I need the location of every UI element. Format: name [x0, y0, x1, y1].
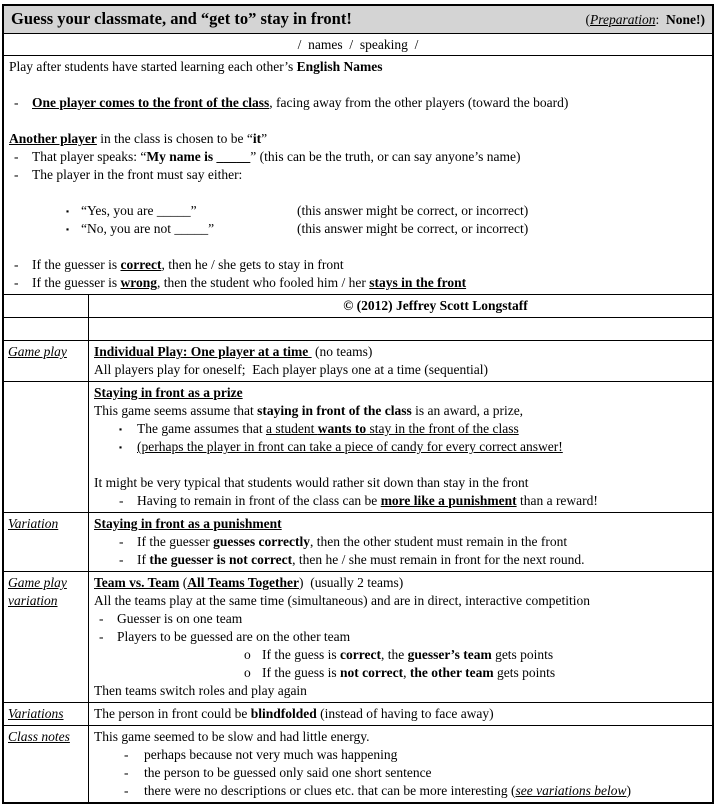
text-run: , facing away from the other players (toward the board)	[269, 95, 569, 110]
text-run: My name is _____	[146, 149, 251, 164]
row-label	[4, 703, 89, 725]
dash-bullet-icon: -	[14, 275, 19, 290]
text-line	[94, 402, 707, 420]
text-run: perhaps because not very much was happening	[144, 747, 398, 762]
prize-note-row	[4, 381, 712, 512]
text-line	[94, 705, 707, 723]
text-run: “Yes, you are _____”	[81, 203, 197, 218]
text-run: This game seems assume that	[94, 403, 258, 418]
text-run: wrong	[120, 275, 157, 290]
text-run: Staying in front as a prize	[94, 385, 243, 400]
text-run: It might be very typical that students would rather sit down than stay in the front	[94, 475, 529, 490]
text-run: more like a punishment	[380, 493, 517, 508]
text-run: The game assumes that	[137, 421, 266, 436]
row-content	[4, 56, 712, 294]
dash-bullet-icon: -	[119, 534, 124, 549]
text-run: ” (this can be the truth, or can say anyone’s name)	[250, 149, 521, 164]
class-notes-row	[4, 725, 712, 802]
row-label	[4, 513, 89, 571]
row-content	[89, 703, 712, 725]
circle-bullet-icon: o	[244, 647, 251, 662]
dash-bullet-icon: -	[14, 95, 19, 110]
text-run: , then the student who fooled him / her	[157, 275, 370, 290]
text-line	[94, 682, 707, 700]
page-title: Guess your classmate, and “get to” stay in front!	[11, 9, 352, 28]
text-line	[9, 274, 707, 292]
text-run: , the	[380, 647, 408, 662]
text-run: Another player	[9, 131, 97, 146]
text-run: Staying in front as a punishment	[94, 516, 282, 531]
spacer-row	[4, 317, 712, 340]
text-run: (	[179, 575, 188, 590]
text-line	[94, 297, 707, 315]
text-line	[94, 438, 707, 456]
text-run: Game play variation	[8, 575, 67, 608]
text-run: in the class is chosen to be “	[96, 131, 253, 146]
variations-row	[4, 702, 712, 725]
blank-line	[9, 112, 707, 130]
text-run: there were no descriptions or clues etc. that can be more interesting (	[144, 783, 516, 798]
circle-bullet-icon: o	[244, 665, 251, 680]
text-run: That player speaks: “	[32, 149, 147, 164]
text-line	[9, 94, 707, 112]
text-run: (no teams)	[311, 344, 373, 359]
text-run: Then teams switch roles and play again	[94, 683, 307, 698]
text-run: ”	[261, 131, 268, 146]
text-line	[94, 474, 707, 492]
text-run: All the teams play at the same time (simultaneous) and are in direct, interactive competition	[94, 593, 590, 608]
text-run: Game play	[8, 344, 67, 359]
text-run: Variation	[8, 516, 59, 531]
text-run: If the guesser is	[32, 257, 121, 272]
text-run: the person to be guessed only said one short sentence	[144, 765, 432, 780]
row-content	[89, 295, 712, 317]
tags-line: / names / speaking /	[4, 33, 712, 55]
dash-bullet-icon: -	[119, 493, 124, 508]
text-line	[94, 664, 707, 682]
text-run: )	[626, 783, 631, 798]
text-line	[94, 646, 707, 664]
row-content	[89, 341, 712, 381]
text-run: © (2012) Jeffrey Scott Longstaff	[343, 298, 528, 313]
text-run: The person in front could be	[94, 706, 251, 721]
row-label	[4, 382, 89, 512]
blank-line	[9, 184, 707, 202]
text-line	[9, 220, 707, 238]
text-run: correct	[120, 257, 162, 272]
text-run: stay in the front of the class	[366, 421, 519, 436]
row-label	[4, 341, 89, 381]
text-run: , then he / she gets to stay in front	[161, 257, 344, 272]
text-run: If the guesser is	[32, 275, 121, 290]
text-run: All players play for oneself; Each player plays one at a time (sequential)	[94, 362, 488, 377]
text-run: This game seemed to be slow and had little energy.	[94, 729, 370, 744]
text-line	[94, 592, 707, 610]
square-bullet-icon: ▪	[66, 224, 70, 234]
preparation-note	[585, 12, 705, 28]
row-label	[4, 572, 89, 702]
text-run: not correct	[340, 665, 404, 680]
row-content	[89, 726, 712, 802]
text-run: (instead of having to face away)	[316, 706, 494, 721]
text-line	[94, 746, 707, 764]
text-run: Guesser is on one team	[117, 611, 243, 626]
dash-bullet-icon: -	[14, 149, 19, 164]
text-run: None!)	[666, 12, 705, 27]
text-line	[94, 533, 707, 551]
text-run: English Names	[296, 59, 383, 74]
text-run: , then he / she must remain in front for the next round.	[292, 552, 585, 567]
row-content	[89, 572, 712, 702]
text-line	[94, 515, 707, 533]
text-line	[94, 384, 707, 402]
text-line	[9, 58, 707, 76]
row-label	[4, 726, 89, 802]
text-line	[9, 166, 707, 184]
text-run: (perhaps the player in front can take a piece of candy for every correct answer!	[137, 439, 563, 454]
text-run: blindfolded	[250, 706, 317, 721]
text-run: All Teams Together	[187, 575, 300, 590]
text-run: Team vs. Team	[94, 575, 180, 590]
text-line	[94, 361, 707, 379]
row-content	[89, 513, 712, 571]
text-run: If the guesser	[137, 534, 214, 549]
text-run: ,	[403, 665, 410, 680]
dash-bullet-icon: -	[14, 167, 19, 182]
dash-bullet-icon: -	[14, 257, 19, 272]
text-line	[9, 130, 707, 148]
text-run: staying in front of the class	[257, 403, 412, 418]
square-bullet-icon: ▪	[66, 206, 70, 216]
text-run: it	[252, 131, 262, 146]
dash-bullet-icon: -	[99, 629, 104, 644]
text-run: If the guess is	[262, 647, 340, 662]
row-content	[89, 382, 712, 512]
text-run: Having to remain in front of the class can be	[137, 493, 381, 508]
variation-row	[4, 512, 712, 571]
text-run: wants to	[317, 421, 367, 436]
text-run: :	[655, 12, 666, 27]
text-run: (this answer might be correct, or incorrect)	[297, 221, 529, 236]
rows-container	[4, 55, 712, 802]
text-run: , then the other student must remain in the front	[309, 534, 568, 549]
text-run: Variations	[8, 706, 64, 721]
row-content	[89, 318, 712, 340]
text-line	[94, 628, 707, 646]
text-run: Preparation	[589, 12, 656, 27]
text-line	[9, 148, 707, 166]
text-run: gets points	[493, 665, 556, 680]
text-run: stays in the front	[369, 275, 467, 290]
text-run: (	[585, 12, 590, 27]
dash-bullet-icon: -	[119, 552, 124, 567]
rules-table	[2, 4, 714, 804]
blank-line	[9, 238, 707, 256]
text-line	[94, 764, 707, 782]
game-play-variation-row	[4, 571, 712, 702]
text-line	[94, 551, 707, 569]
text-run: If the guess is	[262, 665, 340, 680]
text-run: a student	[265, 421, 318, 436]
text-run: ) (usually 2 teams)	[299, 575, 404, 590]
dash-bullet-icon: -	[124, 747, 129, 762]
dash-bullet-icon: -	[124, 765, 129, 780]
text-run: Players to be guessed are on the other team	[117, 629, 351, 644]
blank-line	[94, 456, 707, 474]
text-run: see variations below	[515, 783, 627, 798]
text-run: Class notes	[8, 729, 70, 744]
square-bullet-icon: ▪	[119, 442, 123, 452]
text-line	[94, 574, 707, 592]
copyright-row	[4, 294, 712, 317]
text-run: One player comes to the front of the class	[32, 95, 270, 110]
square-bullet-icon: ▪	[119, 424, 123, 434]
text-line	[94, 782, 707, 800]
row-label	[4, 318, 89, 340]
text-run: gets points	[491, 647, 554, 662]
row-label	[4, 295, 89, 317]
text-run: guesses correctly	[213, 534, 310, 549]
text-run: (this answer might be correct, or incorrect)	[297, 203, 529, 218]
text-run: than a reward!	[516, 493, 598, 508]
blank-line	[94, 320, 707, 338]
text-run: The player in the front must say either:	[32, 167, 243, 182]
text-run: guesser’s team	[407, 647, 492, 662]
text-run: Play after students have started learning each other’s	[9, 59, 297, 74]
text-line	[94, 728, 707, 746]
text-run: is an award, a prize,	[411, 403, 524, 418]
text-line	[9, 256, 707, 274]
text-run: Individual Play: One player at a time	[94, 344, 312, 359]
blank-line	[9, 76, 707, 94]
text-line	[94, 610, 707, 628]
header-row	[4, 6, 712, 33]
text-line	[94, 420, 707, 438]
text-run: correct	[340, 647, 381, 662]
text-run: “No, you are not _____”	[81, 221, 215, 236]
text-run: the other team	[409, 665, 494, 680]
game-play-row	[4, 340, 712, 381]
dash-bullet-icon: -	[99, 611, 104, 626]
text-line	[94, 343, 707, 361]
dash-bullet-icon: -	[124, 783, 129, 798]
text-run: the guesser is not correct	[149, 552, 293, 567]
main-instructions-row	[4, 55, 712, 294]
text-run: If	[137, 552, 150, 567]
text-line	[94, 492, 707, 510]
text-line	[9, 202, 707, 220]
